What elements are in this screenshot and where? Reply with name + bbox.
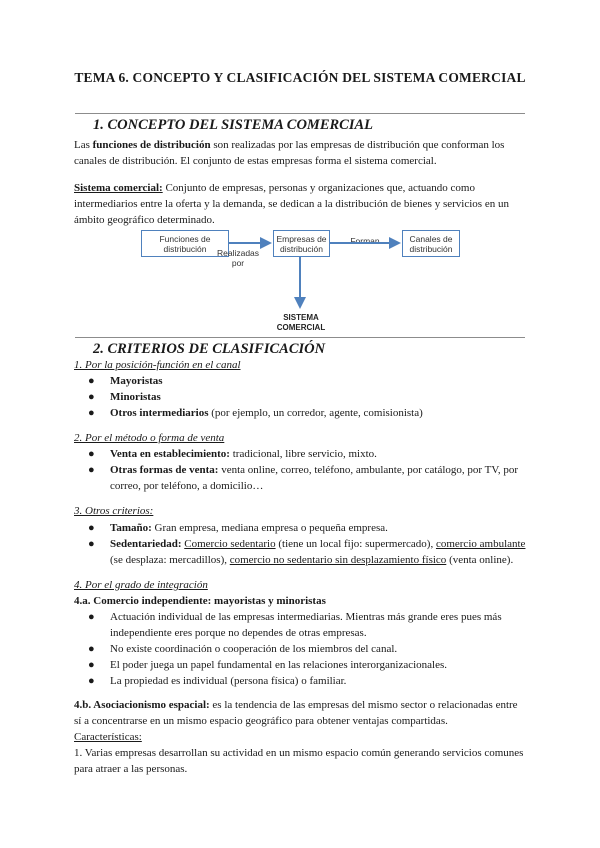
list-item: ● Actuación individual de las empresas intermediarias. Mientras más grande eres pues más independiente eres porque no dependes de otras empresas.	[88, 611, 502, 639]
subsection-4: 4. Por el grado de integración	[74, 579, 208, 591]
subsection-2: 2. Por el método o forma de venta	[74, 432, 225, 444]
list-item: ● Minoristas	[88, 391, 161, 403]
paragraph-definition: Sistema comercial: Conjunto de empresas, personas y organizaciones que, actuando como intermediarios entre la oferta y la demanda, se dedican a la distribución de bienes y servicios en un ámbito geográfico determinado.	[74, 182, 509, 226]
list-item: ● El poder juega un papel fundamental en las relaciones interorganizacionales.	[88, 659, 447, 671]
list-item: ● No existe coordinación o cooperación de los miembros del canal.	[88, 643, 398, 655]
subsection-3: 3. Otros criterios:	[74, 505, 154, 517]
page-title: TEMA 6. CONCEPTO Y CLASIFICACIÓN DEL SISTEMA COMERCIAL	[74, 70, 526, 85]
section-heading-2: 2. CRITERIOS DE CLASIFICACIÓN	[93, 341, 326, 357]
section-heading-1: 1. CONCEPTO DEL SISTEMA COMERCIAL	[93, 117, 374, 133]
diagram-box-funciones: Funciones de distribución	[141, 230, 229, 257]
paragraph-4b: 4.b. Asociacionismo espacial: es la tendencia de las empresas del mismo sector o relacionadas entre sí a concentrarse en un mismo espacio geográfico para obtener ventajas compartidas. Características: 1. Varias empresas desarrollan su actividad en un mismo espacio común generando servicios comunes para atraer a las personas.	[74, 699, 524, 775]
list-item: ● La propiedad es individual (persona física) o familiar.	[88, 675, 347, 687]
diagram-label-sistema: SISTEMA COMERCIAL	[276, 313, 326, 332]
subsection-4a: 4.a. Comercio independiente: mayoristas y minoristas	[74, 595, 326, 607]
list-item: ● Tamaño: Gran empresa, mediana empresa o pequeña empresa.	[88, 522, 388, 534]
diagram-label-realizadas: Realizadas por	[216, 248, 260, 268]
diagram-label-forman: Forman	[350, 236, 380, 246]
list-item: ● Venta en establecimiento: tradicional, libre servicio, mixto.	[88, 448, 377, 460]
list-item: ● Sedentariedad: Comercio sedentario (tiene un local fijo: supermercado), comercio ambulante (se desplaza: mercadillos), comercio no sedentario sin desplazamiento físico (venta online).	[88, 538, 526, 566]
list-item: ● Mayoristas	[88, 375, 163, 387]
paragraph-functions: Las funciones de distribución son realizadas por las empresas de distribución que conforman los canales de distribución. El conjunto de estas empresas forma el sistema comercial.	[74, 139, 505, 167]
diagram-box-canales: Canales de distribución	[402, 230, 460, 257]
list-item: ● Otras formas de venta: venta online, correo, teléfono, ambulante, por catálogo, por TV, por correo, por teléfono, a domicilio…	[88, 464, 519, 492]
divider	[75, 337, 525, 338]
subsection-1: 1. Por la posición-función en el canal	[74, 359, 241, 371]
list-item: ● Otros intermediarios (por ejemplo, un corredor, agente, comisionista)	[88, 407, 423, 419]
diagram-box-empresas: Empresas de distribución	[273, 230, 330, 257]
